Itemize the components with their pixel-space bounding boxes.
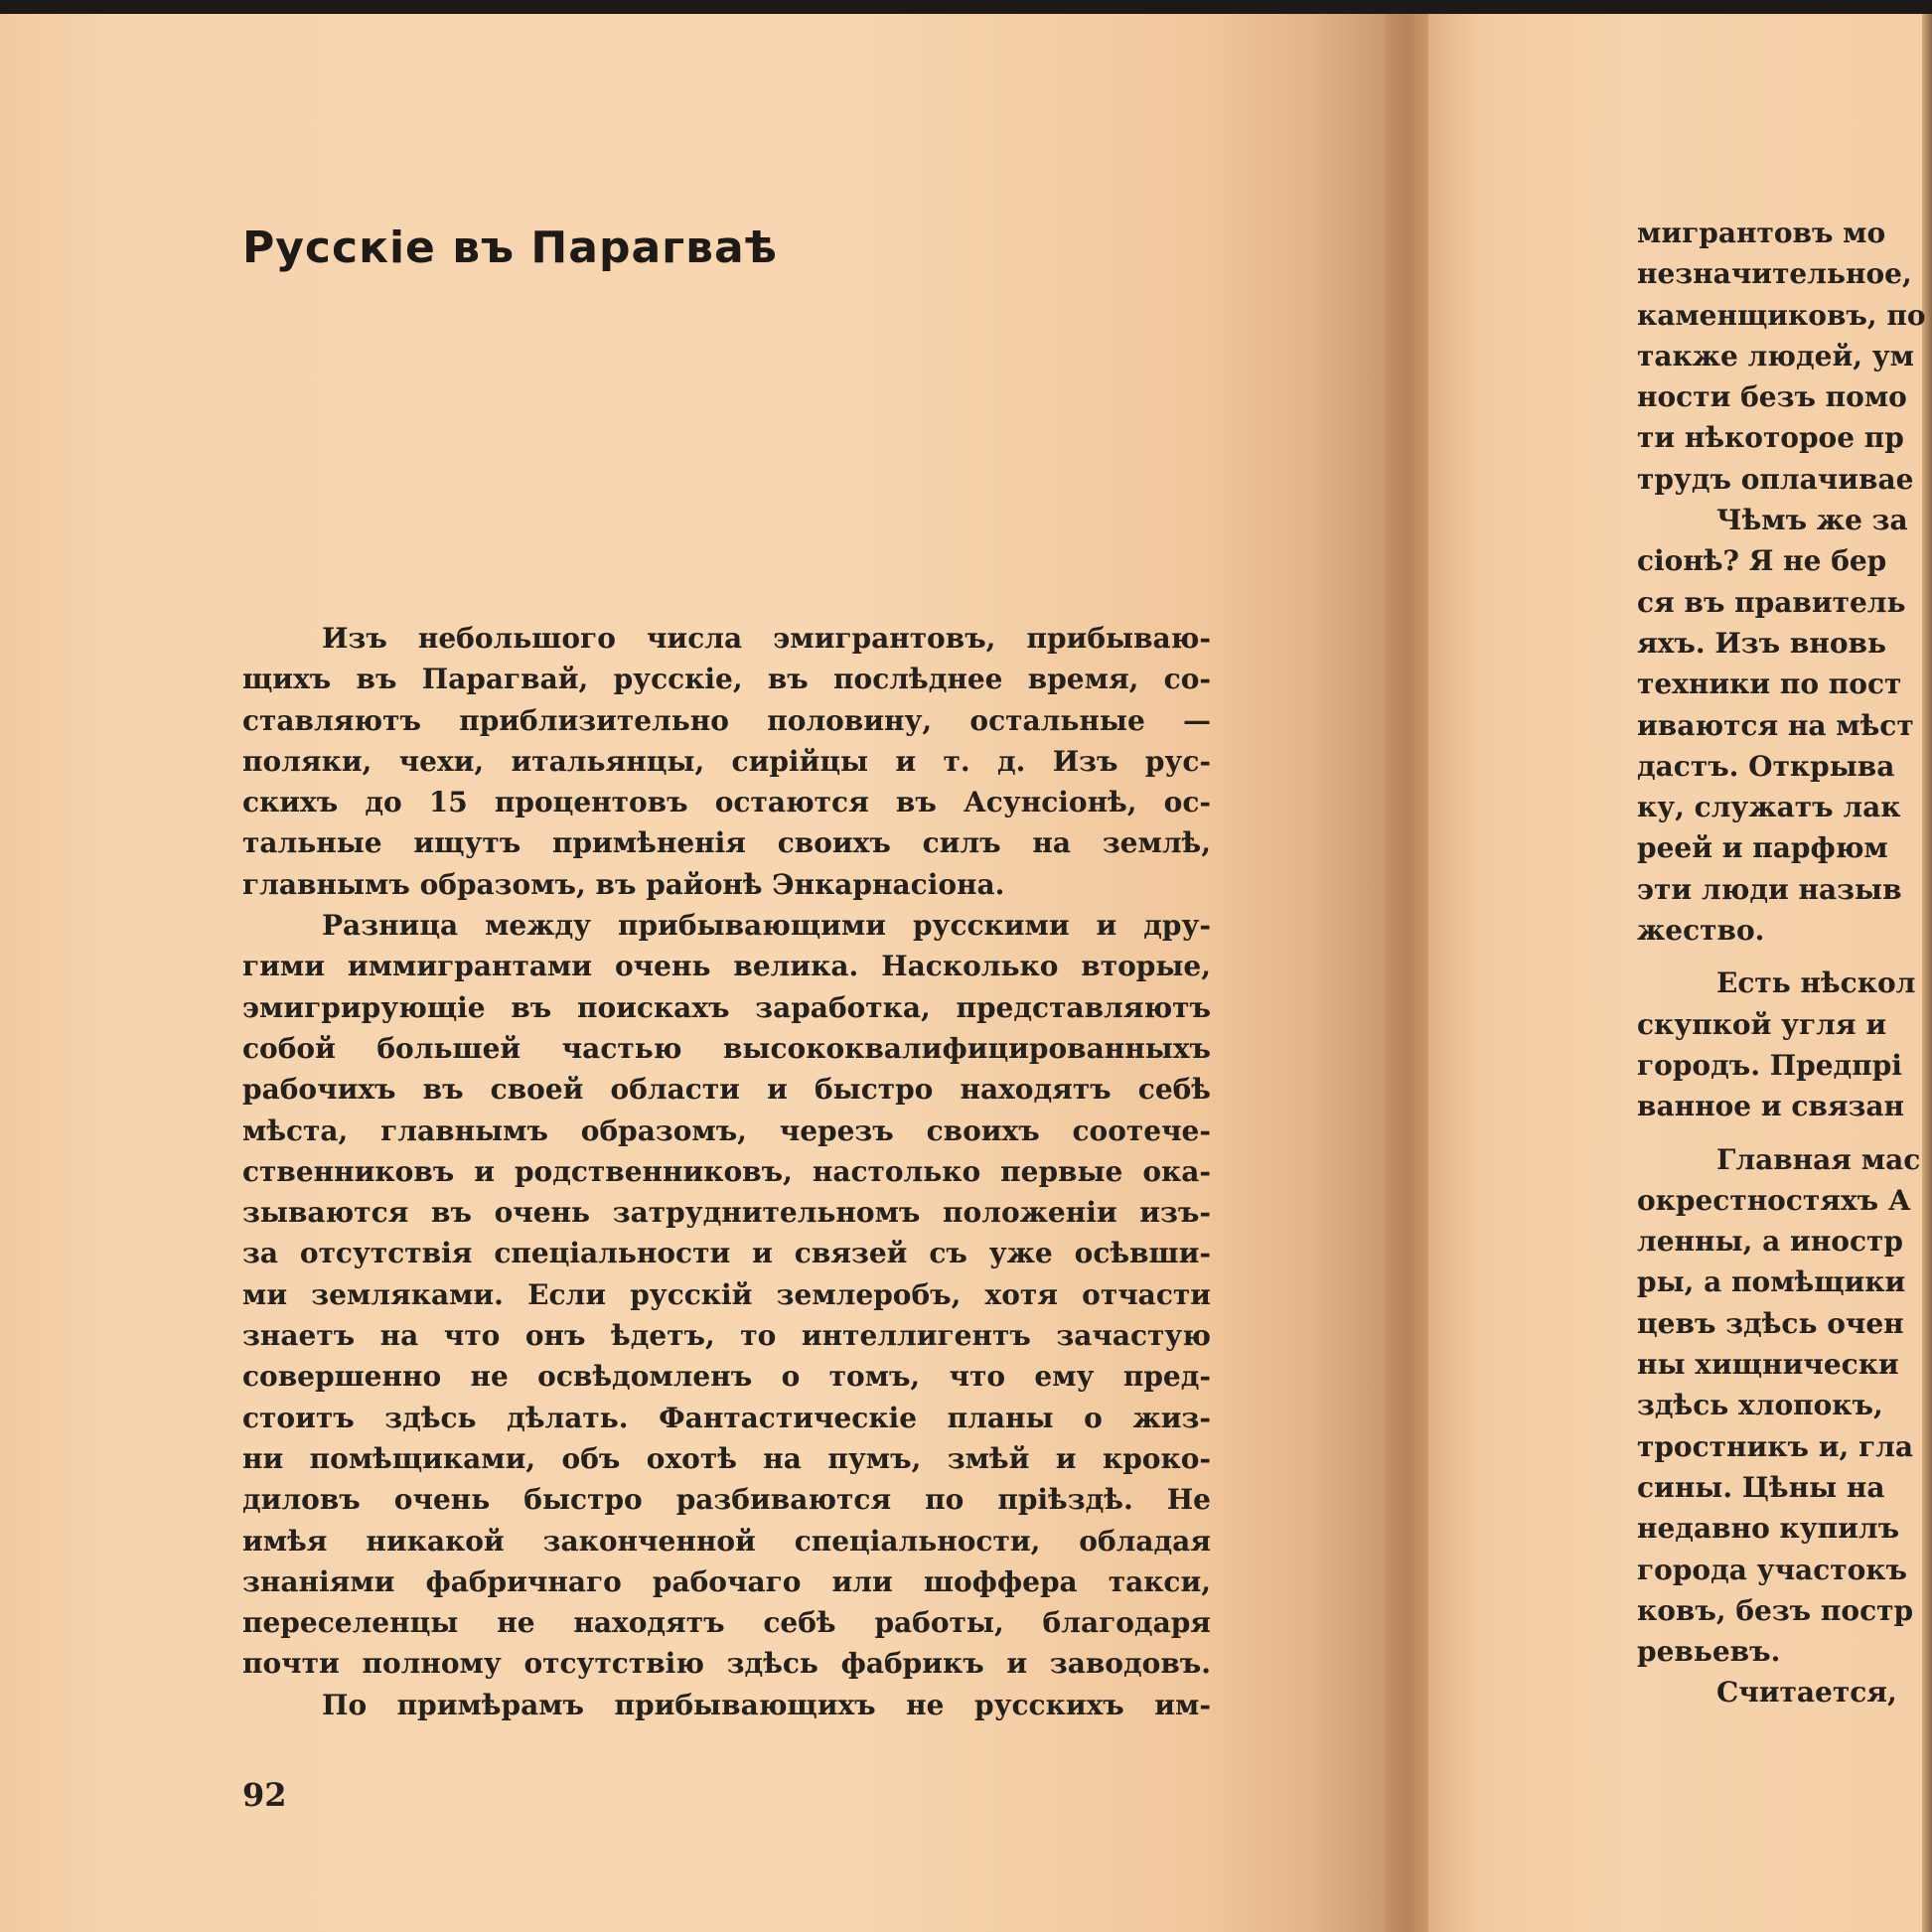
text-line: ры, а помѣщики bbox=[1637, 1265, 1906, 1299]
text-line: реей и парфюм bbox=[1637, 831, 1888, 865]
text-line: гими иммигрантами очень велика. Насколько вторые, bbox=[242, 950, 1211, 983]
text-line: ся въ правитель bbox=[1637, 585, 1906, 619]
text-line: мигрантовъ мо bbox=[1637, 217, 1886, 249]
text-line: недавно купилъ bbox=[1637, 1512, 1900, 1546]
text-line: городъ. Предпрi bbox=[1637, 1048, 1902, 1082]
text-line: трудъ оплачивае bbox=[1637, 462, 1914, 496]
text-line: тальные ищутъ примѣненiя своихъ силъ на землѣ, bbox=[242, 826, 1211, 860]
text-line: техники по пост bbox=[1637, 668, 1902, 701]
text-line: ревьевъ. bbox=[1637, 1635, 1781, 1669]
text-line: Чѣмъ же за bbox=[1716, 504, 1908, 537]
text-line: совершенно не освѣдомленъ о томъ, что ему пред- bbox=[242, 1360, 1211, 1394]
text-line: иваются на мѣст bbox=[1637, 708, 1914, 742]
text-line: почти полному отсутствiю здѣсь фабрикъ и заводовъ. bbox=[242, 1647, 1211, 1681]
left-page-body bbox=[242, 618, 1211, 1725]
text-line: скихъ до 15 процентовъ остаются въ Асунсiонѣ, ос- bbox=[242, 786, 1211, 819]
text-line: Есть нѣскол bbox=[1716, 966, 1916, 1000]
chapter-title: Русскiе въ Парагваѣ bbox=[242, 223, 779, 273]
text-line: сiонѣ? Я не бер bbox=[1637, 544, 1887, 578]
book-gutter bbox=[1386, 14, 1431, 1932]
text-line: города участокъ bbox=[1637, 1553, 1907, 1586]
text-line: ванное и связан bbox=[1637, 1090, 1905, 1123]
text-line: ни помѣщиками, объ охотѣ на пумъ, змѣй и кроко- bbox=[242, 1441, 1211, 1475]
text-line: ку, служатъ лак bbox=[1637, 791, 1901, 824]
text-line: ленны, а иностр bbox=[1637, 1225, 1903, 1259]
text-line: ности безъ помо bbox=[1637, 380, 1907, 414]
page-number: 92 bbox=[242, 1776, 287, 1814]
text-line: ны хищнически bbox=[1637, 1348, 1899, 1382]
text-line: Разница между прибывающими русскими и дру- bbox=[322, 909, 1211, 943]
text-line: щихъ въ Парагвай, русскiе, въ послѣднее время, со- bbox=[242, 663, 1211, 696]
text-line: окрестностяхъ А bbox=[1637, 1183, 1911, 1217]
text-line: ставляютъ приблизительно половину, остальные — bbox=[242, 703, 1211, 737]
text-line: По примѣрамъ прибывающихъ не русскихъ им- bbox=[322, 1688, 1211, 1721]
text-line: ственниковъ и родственниковъ, настолько первые ока- bbox=[242, 1154, 1211, 1188]
text-line: рабочихъ въ своей области и быстро находятъ себѣ bbox=[242, 1073, 1211, 1107]
text-line: жество. bbox=[1637, 914, 1765, 948]
text-line: поляки, чехи, итальянцы, сирiйцы и т. д. Изъ рус- bbox=[242, 744, 1211, 778]
right-page-body bbox=[1637, 213, 1932, 1713]
text-line: цевъ здѣсь очен bbox=[1637, 1306, 1904, 1340]
text-line: собой большей частью высококвалифицированныхъ bbox=[242, 1031, 1211, 1065]
text-line: Главная мас bbox=[1716, 1142, 1921, 1176]
text-line: также людей, ум bbox=[1637, 339, 1914, 372]
text-line: ковъ, безъ постр bbox=[1637, 1593, 1914, 1627]
text-line: знаетъ на что онъ ѣдетъ, то интеллигентъ зачастую bbox=[242, 1319, 1211, 1353]
text-line: Считается, bbox=[1716, 1676, 1897, 1709]
text-line: главнымъ образомъ, въ районѣ Энкарнасiона. bbox=[242, 867, 1005, 901]
text-line: знанiями фабричнаго рабочаго или шоффера такси, bbox=[242, 1564, 1211, 1598]
text-line: эти люди назыв bbox=[1637, 872, 1902, 906]
text-line: дастъ. Открыва bbox=[1637, 749, 1895, 783]
text-line: незначительное, bbox=[1637, 257, 1912, 291]
text-line: переселенцы не находятъ себѣ работы, благодаря bbox=[242, 1606, 1211, 1640]
text-line: ти нѣкоторое пр bbox=[1637, 421, 1904, 455]
text-line: тростникъ и, гла bbox=[1637, 1429, 1914, 1463]
text-line: каменщиковъ, по bbox=[1637, 298, 1926, 332]
text-line: здѣсь хлопокъ, bbox=[1637, 1389, 1883, 1422]
text-line: скупкой угля и bbox=[1637, 1007, 1887, 1041]
text-line: Изъ небольшого числа эмигрантовъ, прибываю- bbox=[322, 622, 1211, 655]
text-line: сины. Цѣны на bbox=[1637, 1470, 1885, 1504]
text-line: мѣста, главнымъ образомъ, черезъ своихъ соотече- bbox=[242, 1114, 1211, 1147]
text-line: яхъ. Изъ вновь bbox=[1637, 626, 1886, 660]
text-line: диловъ очень быстро разбиваются по прiѣздѣ. Не bbox=[242, 1483, 1211, 1517]
text-line: ми земляками. Если русскiй землеробъ, хотя отчасти bbox=[242, 1277, 1211, 1311]
text-line: стоитъ здѣсь дѣлать. Фантастическiе планы о жиз- bbox=[242, 1401, 1211, 1434]
text-line: зываются въ очень затруднительномъ положенiи изъ- bbox=[242, 1196, 1211, 1230]
text-line: эмигрирующiе въ поискахъ заработка, представляютъ bbox=[242, 990, 1211, 1024]
text-line: за отсутствiя спецiальности и связей съ уже осѣвши- bbox=[242, 1237, 1211, 1270]
text-line: имѣя никакой законченной спецiальности, обладая bbox=[242, 1524, 1211, 1558]
